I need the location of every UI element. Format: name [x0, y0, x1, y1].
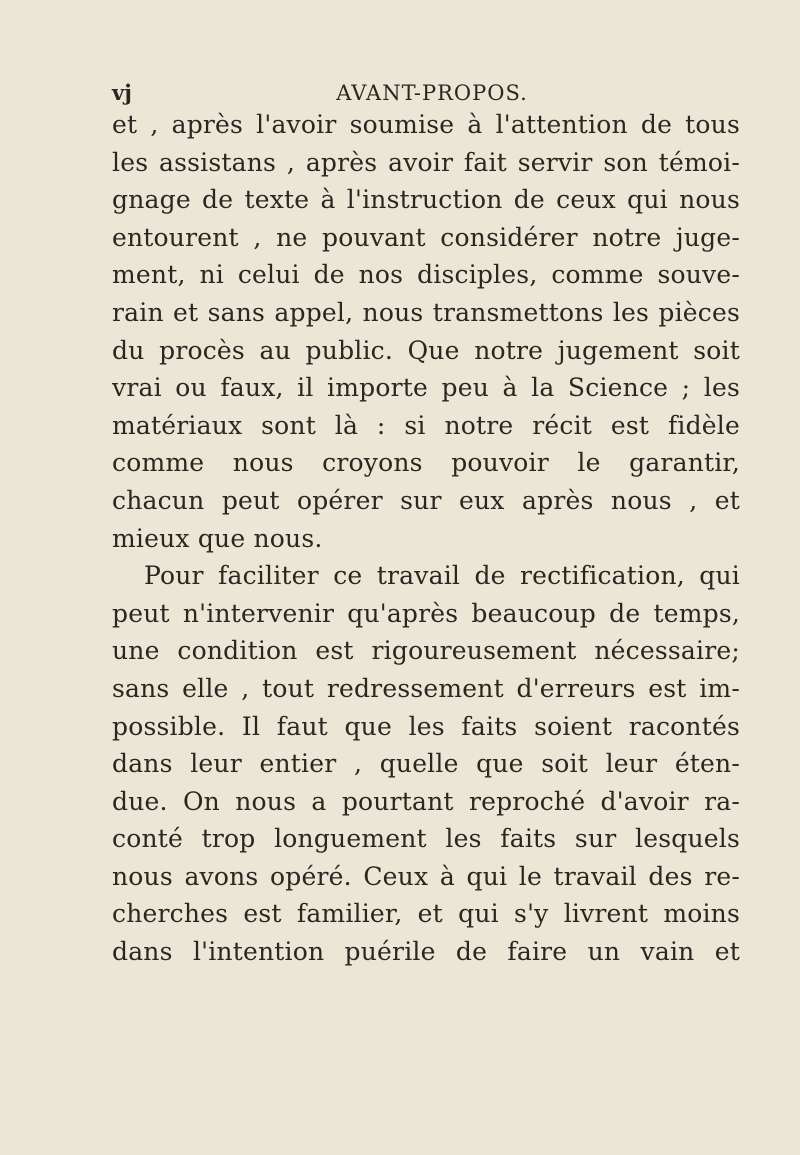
text-line: chacun peut opérer sur eux après nous , et	[112, 485, 740, 515]
text-line: entourent , ne pouvant considérer notre juge-	[112, 222, 740, 252]
text-line: les assistans , après avoir fait servir son témoi-	[112, 147, 740, 177]
text-line: vrai ou faux, il importe peu à la Science ; les	[112, 373, 740, 403]
text-line: due. On nous a pourtant reproché d'avoir ra-	[112, 786, 740, 816]
text-line: dans leur entier , quelle que soit leur éten-	[112, 749, 740, 779]
page-number: vj	[112, 80, 132, 105]
text-line: rain et sans appel, nous transmettons les pièces	[112, 297, 740, 327]
running-head	[112, 79, 732, 107]
text-line: une condition est rigoureusement nécessaire;	[112, 636, 740, 666]
text-line: gnage de texte à l'instruction de ceux qui nous	[112, 185, 740, 215]
running-title: AVANT-PROPOS.	[336, 81, 528, 105]
text-line: Pour faciliter ce travail de rectification, qui	[144, 561, 740, 591]
text-line: cherches est familier, et qui s'y livrent moins	[112, 899, 740, 929]
text-line: nous avons opéré. Ceux à qui le travail des re-	[112, 861, 740, 891]
text-line: sans elle , tout redressement d'erreurs est im-	[112, 673, 740, 703]
text-line: matériaux sont là : si notre récit est fidèle	[112, 410, 740, 440]
text-line: et , après l'avoir soumise à l'attention de tous	[112, 110, 740, 139]
text-line: possible. Il faut que les faits soient racontés	[112, 711, 740, 741]
text-line: dans l'intention puérile de faire un vain et	[112, 937, 740, 967]
text-line: comme nous croyons pouvoir le garantir,	[112, 448, 740, 478]
text-line: peut n'intervenir qu'après beaucoup de temps,	[112, 598, 740, 628]
text-line: ment, ni celui de nos disciples, comme souve-	[112, 260, 740, 290]
text-line: du procès au public. Que notre jugement soit	[112, 335, 740, 365]
text-line: conté trop longuement les faits sur lesquels	[112, 824, 740, 854]
text-line: mieux que nous.	[112, 523, 323, 553]
body-text	[112, 106, 740, 971]
